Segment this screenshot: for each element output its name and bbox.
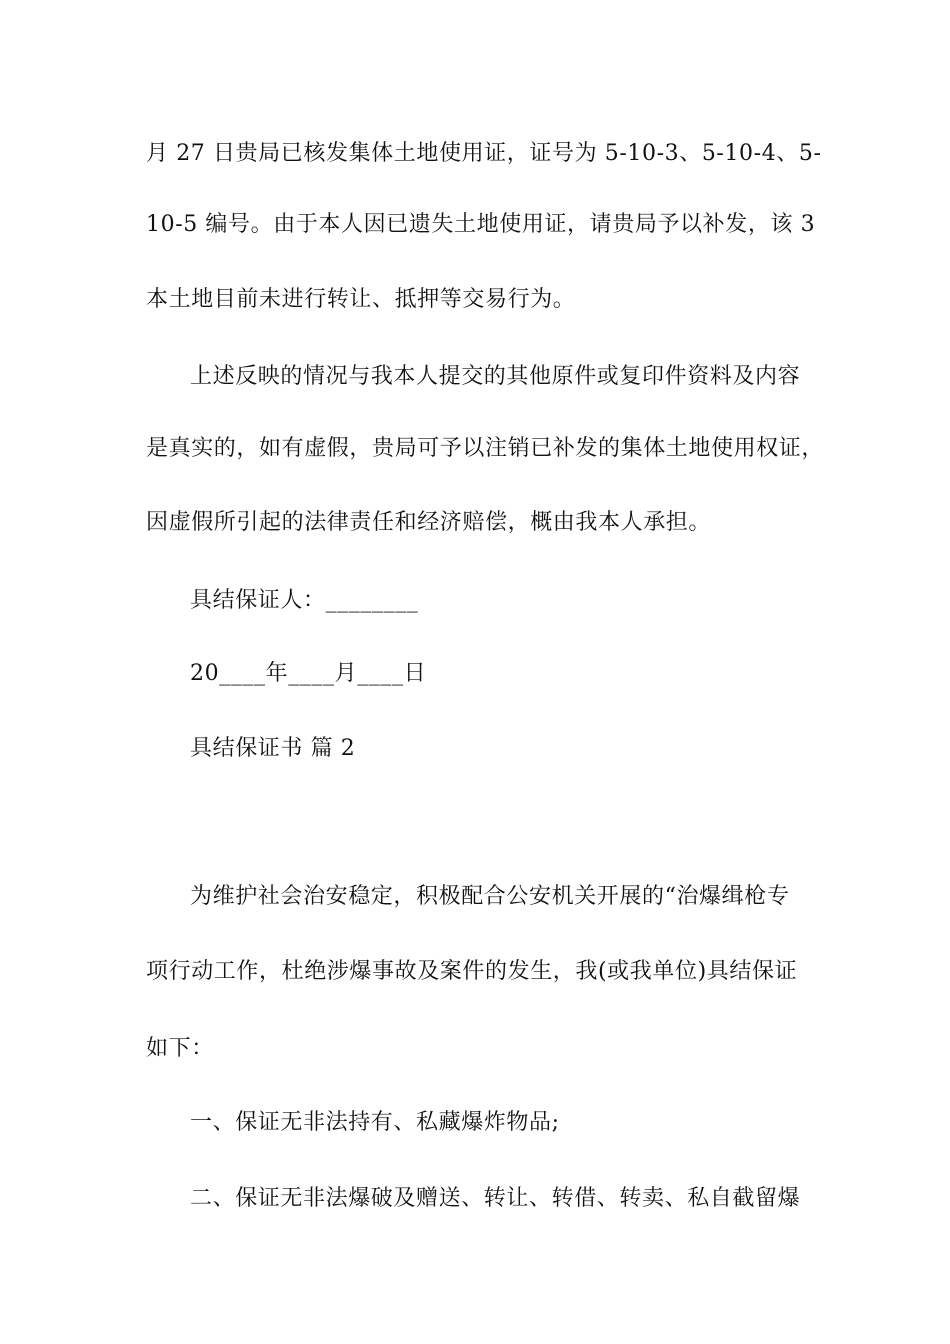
list-item-2: 二、保证无非法爆破及赠送、转让、转借、转卖、私自截留爆 — [190, 1186, 801, 1211]
paragraph-purpose-line-3: 如下： — [146, 1036, 214, 1061]
text-line-2: 10-5 编号。由于本人因已遗失土地使用证，请贵局予以补发，该 3 — [146, 212, 816, 237]
guarantor-signature-line: 具结保证人：________ — [190, 588, 419, 613]
date-line: 20____年____月____日 — [190, 661, 427, 686]
paragraph-declaration-line-3: 因虚假所引起的法律责任和经济赔偿，概由我本人承担。 — [146, 510, 712, 535]
section-heading: 具结保证书 篇 2 — [190, 736, 356, 761]
paragraph-declaration-line-2: 是真实的，如有虚假，贵局可予以注销已补发的集体土地使用权证， — [146, 436, 825, 461]
paragraph-purpose-line-1: 为维护社会治安稳定，积极配合公安机关开展的“治爆缉枪专 — [190, 884, 790, 909]
text-line-1: 月 27 日贵局已核发集体土地使用证，证号为 5-10-3、5-10-4、5- — [146, 141, 822, 166]
paragraph-purpose-line-2: 项行动工作，杜绝涉爆事故及案件的发生，我(或我单位)具结保证 — [146, 959, 798, 984]
text-line-3: 本土地目前未进行转让、抵押等交易行为。 — [146, 287, 576, 312]
paragraph-declaration-line-1: 上述反映的情况与我本人提交的其他原件或复印件资料及内容 — [190, 364, 801, 389]
list-item-1: 一、保证无非法持有、私藏爆炸物品; — [190, 1110, 560, 1135]
